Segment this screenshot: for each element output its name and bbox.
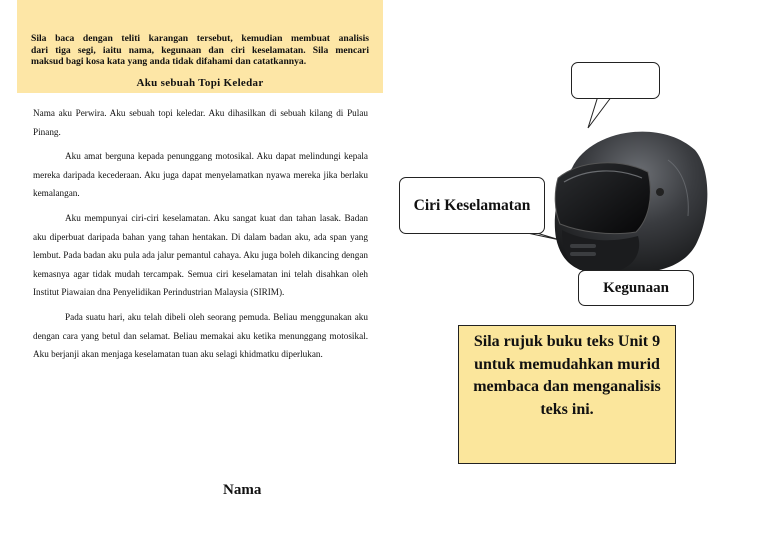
- callout-ciri-keselamatan: Ciri Keselamatan: [399, 177, 545, 234]
- essay-paragraph: Nama aku Perwira. Aku sebuah topi keledar. Aku dihasilkan di sebuah kilang di Pulau Pinang.: [33, 108, 368, 137]
- instruction-line: Sila baca dengan teliti karangan tersebut, kemudian membuat analisis: [31, 33, 369, 44]
- essay-paragraph: Aku amat berguna kepada penunggang motosikal. Aku dapat melindungi kepala mereka daripada kecederaan. Aku juga dapat menyelamatkan nyawa mereka jika berlaku kemalangan.: [33, 151, 368, 199]
- essay-title: Aku sebuah Topi Keledar: [136, 77, 264, 89]
- callout-kegunaan: Kegunaan: [578, 270, 694, 306]
- helmet-image: [550, 120, 710, 275]
- instruction-text: [31, 33, 369, 68]
- instruction-line: dari tiga segi, iaitu nama, kegunaan dan ciri keselamatan. Sila mencari: [31, 44, 369, 56]
- note-box: Sila rujuk buku teks Unit 9 untuk memudahkan murid membaca dan menganalisis teks ini.: [458, 325, 676, 464]
- instruction-line: maksud bagi kosa kata yang anda tidak difahami dan catatkannya.: [31, 56, 307, 67]
- callout-blank: [571, 62, 660, 99]
- essay-paragraph: Aku mempunyai ciri-ciri keselamatan. Aku sangat kuat dan tahan lasak. Badan aku diperbuat daripada bahan yang tahan hentakan. Di dalam badan aku, ada span yang lembut. Pada badan aku pula ada jalur pemantul cahaya. Aku juga boleh dikancing dengan kemasnya agar tidak mudah tercampak. Semua ciri keselamatan ini telah disahkan oleh Institut Piawaian dna Penyelidikan Perindustrian Malaysia (SIRIM).: [33, 212, 368, 298]
- essay-paragraph: Pada suatu hari, aku telah dibeli oleh seorang pemuda. Beliau menggunakan aku dengan cara yang betul dan selamat. Beliau memakai aku ketika menunggang motosikal. Aku berjanji akan menjaga keselamatan tuan aku selagi khidmatku diperlukan.: [33, 311, 368, 360]
- essay-body: [33, 104, 368, 370]
- nama-label: Nama: [223, 482, 262, 498]
